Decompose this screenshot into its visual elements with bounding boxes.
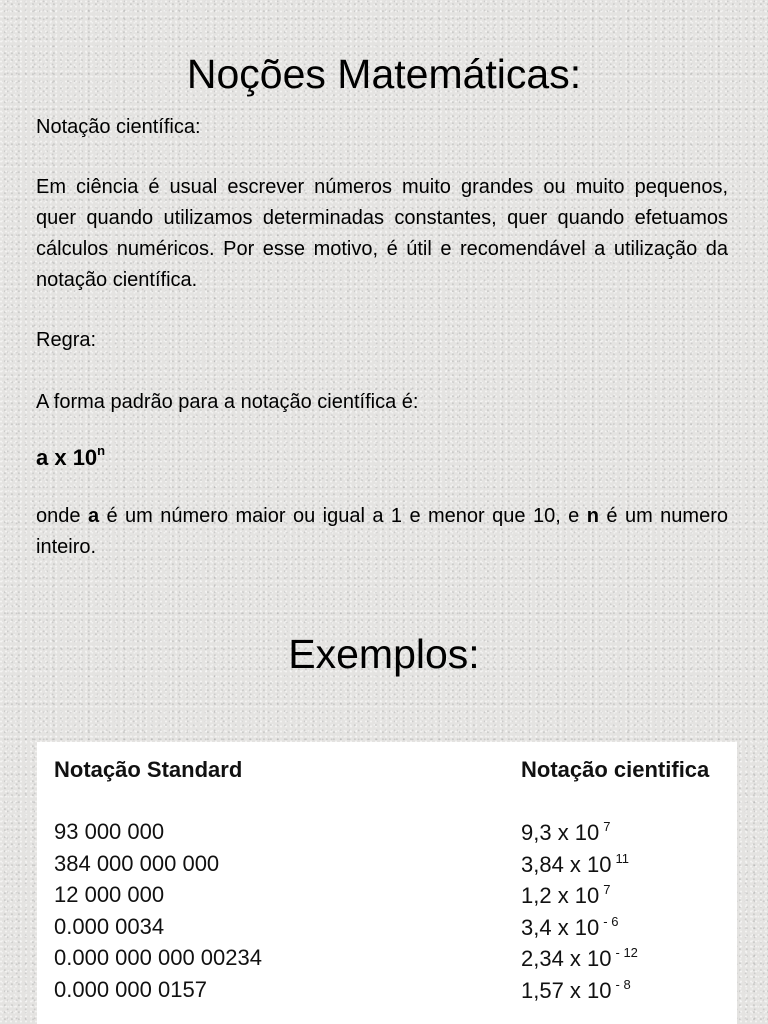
standard-form-text: A forma padrão para a notação científica é:: [36, 391, 419, 413]
header-scientific-notation: Notação cientifica: [521, 757, 710, 782]
definition-paragraph: [36, 501, 728, 563]
table-row: [54, 914, 724, 946]
standard-value: 12 000 000: [54, 882, 165, 907]
scientific-value: [521, 977, 724, 1009]
standard-value: 0.000 000 0157: [54, 976, 207, 1002]
rule-label: Regra:: [36, 329, 97, 351]
page-title: Noções Matemáticas:: [186, 51, 582, 97]
scientific-mantissa: 3,84 x 10: [521, 851, 612, 877]
scientific-value: [521, 819, 724, 851]
table-row: [54, 851, 724, 883]
table-row: [54, 977, 724, 1009]
standard-value: 0.000 0034: [54, 913, 165, 939]
section-heading: Notação científica:: [36, 116, 201, 138]
standard-value: 0.000 000 000 00234: [54, 945, 262, 970]
scientific-mantissa: 1,2 x 10: [521, 883, 600, 908]
examples-table-card: [37, 742, 737, 1024]
scientific-value: [521, 882, 724, 914]
scientific-exponent: 11: [615, 850, 630, 866]
definition-variable-n: n: [586, 505, 599, 527]
definition-part1: onde: [36, 505, 88, 527]
scientific-exponent: 7: [603, 819, 611, 834]
standard-value: 93 000 000: [54, 819, 165, 844]
formula-base: a x 10: [36, 445, 98, 470]
scientific-mantissa: 9,3 x 10: [521, 820, 600, 845]
standard-value: 384 000 000 000: [54, 850, 220, 876]
scientific-exponent: - 8: [615, 976, 631, 992]
examples-table: [54, 757, 724, 1008]
definition-part2: é um número maior ou igual a 1 e menor que 10, e: [99, 505, 587, 527]
definition-part3: é um numero inteiro.: [36, 505, 728, 558]
scientific-value: [521, 945, 724, 977]
scientific-mantissa: 3,4 x 10: [521, 914, 600, 940]
table-spacer-row: [54, 791, 724, 819]
scientific-exponent: - 12: [615, 945, 638, 960]
table-row: [54, 945, 724, 977]
header-standard-notation: Notação Standard: [54, 757, 243, 782]
formula: [36, 443, 105, 471]
scientific-value: [521, 914, 724, 946]
table-row: [54, 819, 724, 851]
scientific-mantissa: 2,34 x 10: [521, 946, 612, 971]
intro-paragraph: Em ciência é usual escrever números muito grandes ou muito pequenos, quer quando utilizamos determinadas constantes, quer quando efetuamos cálculos numéricos. Por esse motivo, é útil e recomendável a utilização da notação científica.: [36, 176, 728, 291]
scientific-mantissa: 1,57 x 10: [521, 977, 612, 1003]
scientific-exponent: 7: [603, 882, 611, 897]
table-row: [54, 882, 724, 914]
formula-exponent: n: [97, 443, 106, 458]
definition-variable-a: a: [87, 505, 100, 527]
scientific-exponent: - 6: [603, 913, 619, 929]
examples-table-header-row: [54, 757, 724, 791]
scientific-value: [521, 851, 724, 883]
examples-title: Exemplos:: [288, 631, 480, 677]
